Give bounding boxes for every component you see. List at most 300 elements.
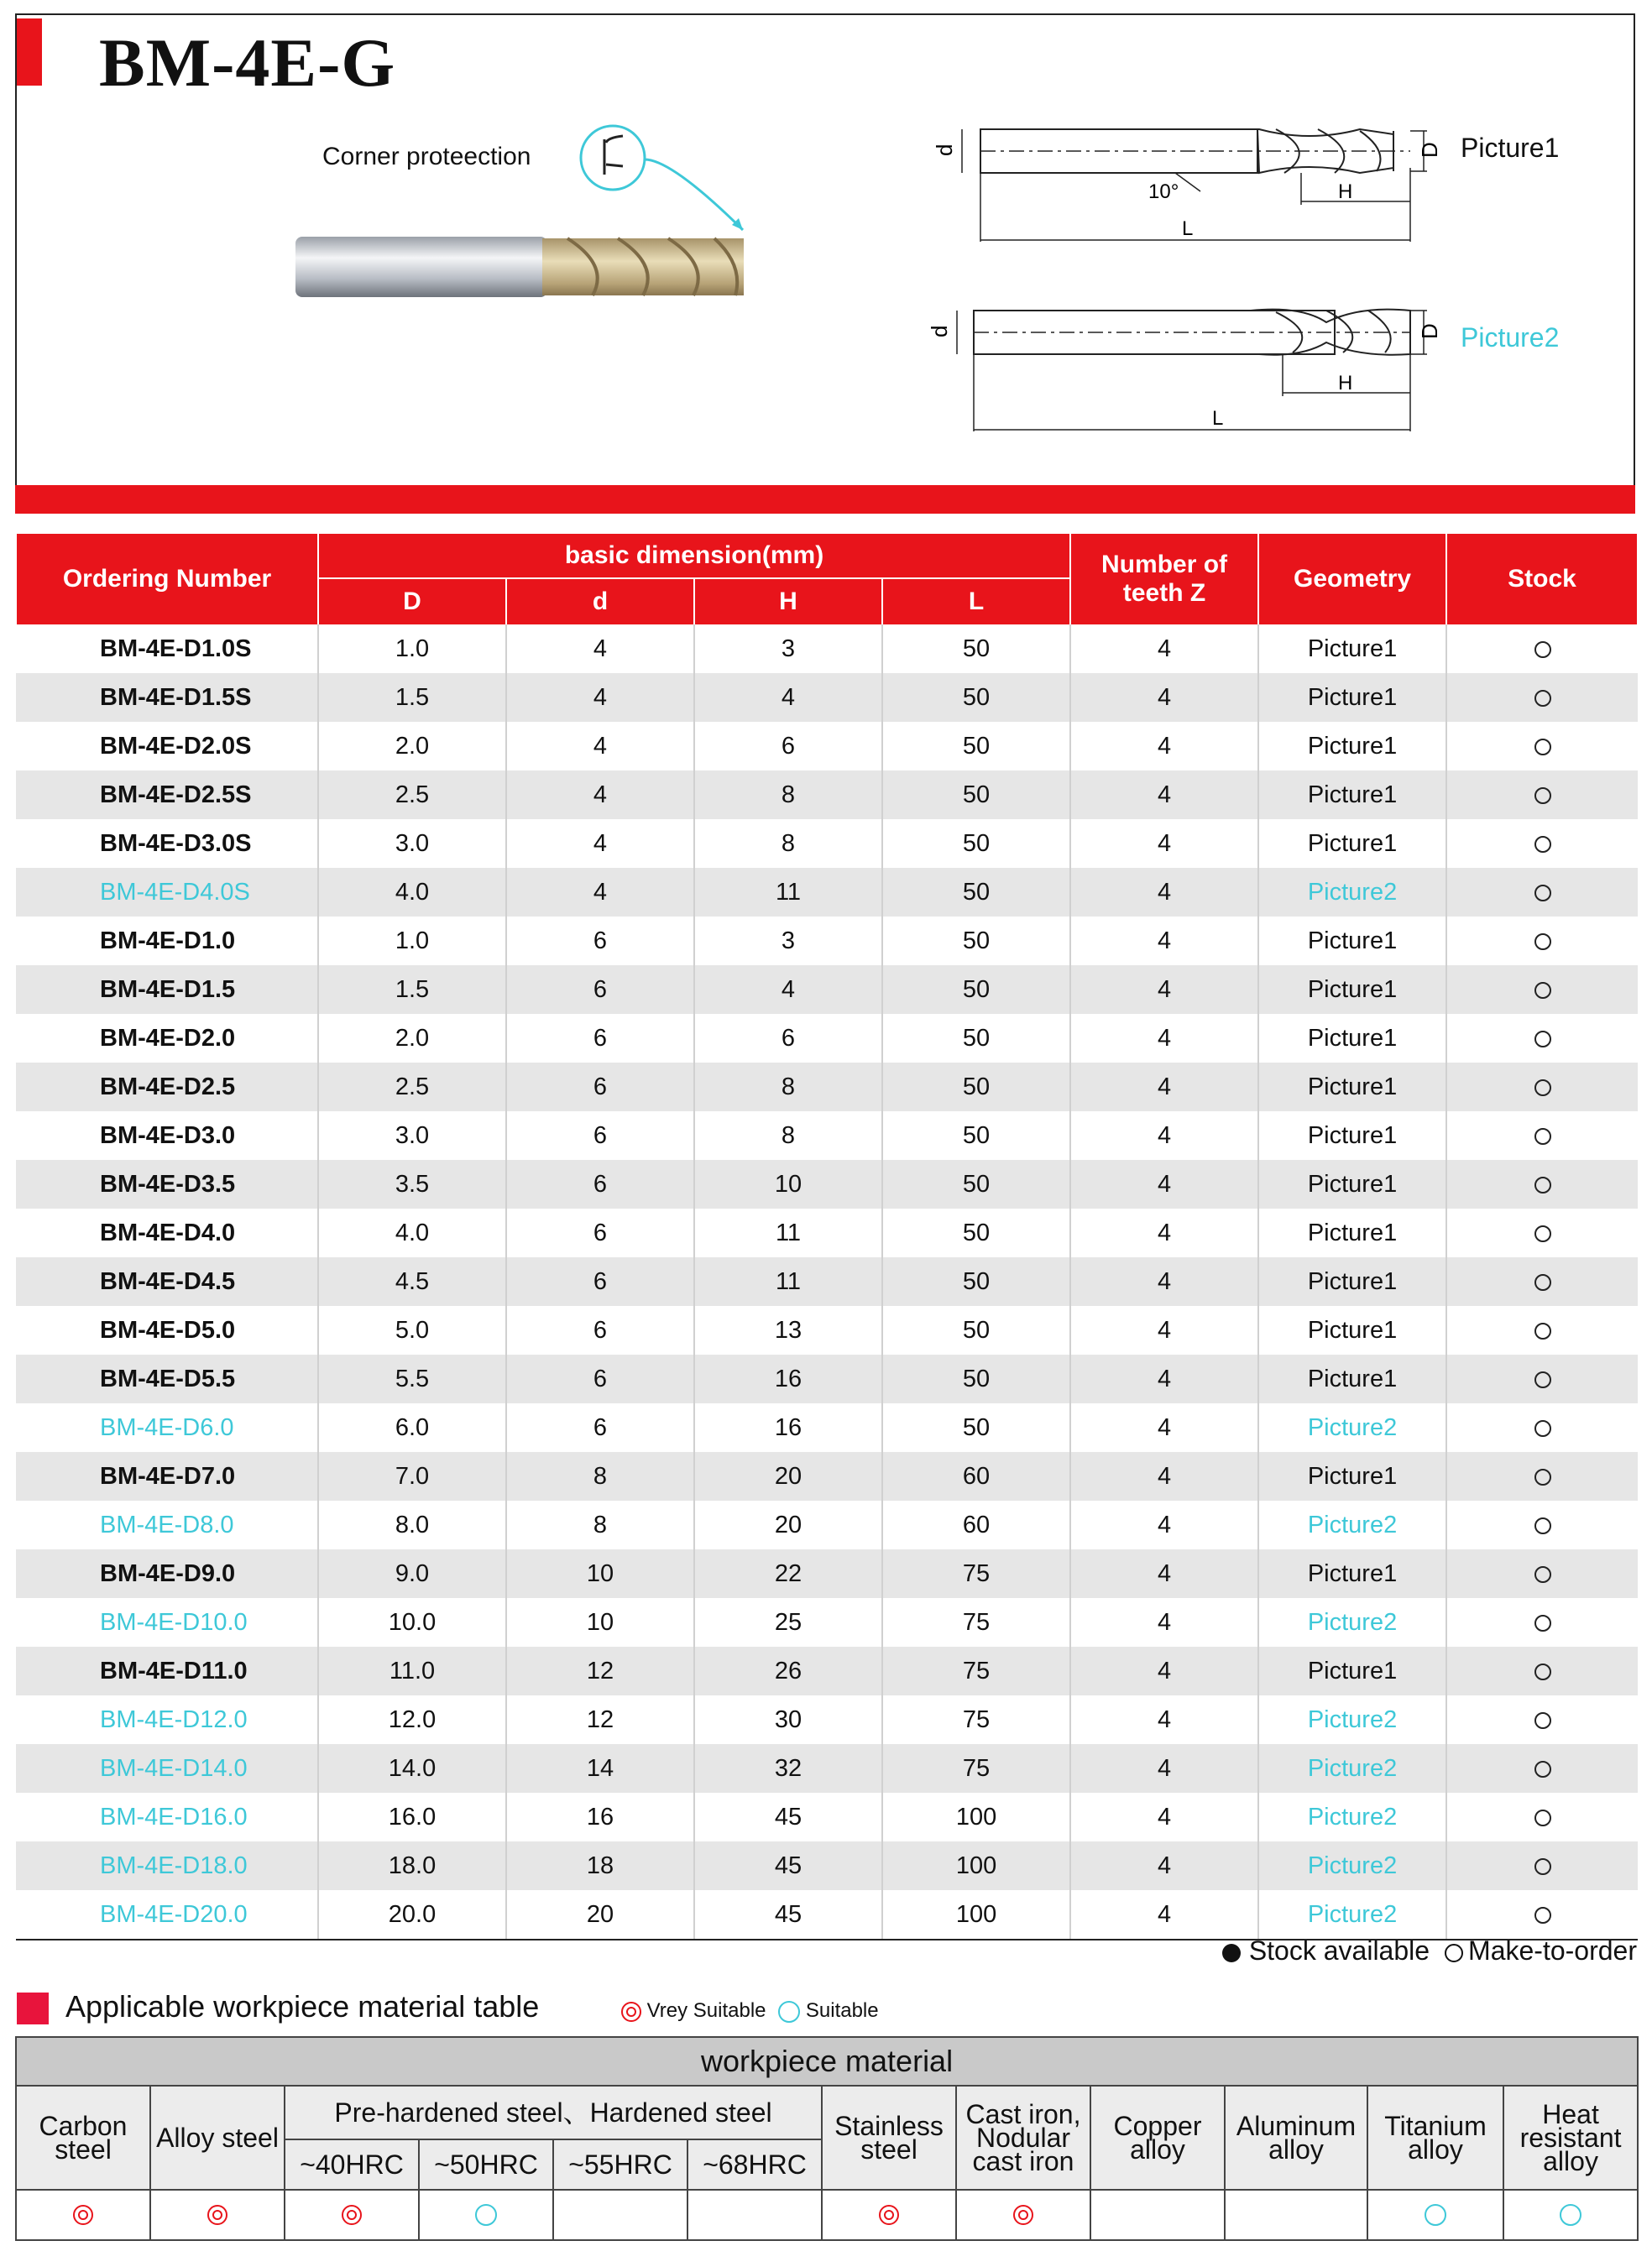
D-cell: 12.0 [318, 1695, 506, 1744]
L-cell: 75 [882, 1744, 1070, 1793]
teeth-cell: 4 [1070, 1598, 1258, 1647]
stock-cell [1446, 1695, 1638, 1744]
L-cell: 50 [882, 1306, 1070, 1355]
material-rating-cell [419, 2190, 553, 2240]
ordering-number-cell: BM-4E-D4.0S [16, 868, 318, 917]
ordering-number-cell: BM-4E-D3.0S [16, 819, 318, 868]
H-cell: 20 [694, 1452, 882, 1501]
stock-cell [1446, 624, 1638, 673]
ordering-number-cell: BM-4E-D2.5 [16, 1063, 318, 1111]
H-cell: 8 [694, 770, 882, 819]
material-titanium-alloy: Titanium alloy [1367, 2086, 1503, 2190]
very-suitable-icon [207, 2205, 227, 2225]
suitable-label: Suitable [805, 1999, 879, 2022]
stock-cell [1446, 1209, 1638, 1257]
ordering-number-cell: BM-4E-D16.0 [16, 1793, 318, 1841]
make-to-order-icon [1534, 1371, 1551, 1388]
table-row [16, 770, 1638, 819]
table-row [16, 722, 1638, 770]
make-to-order-icon [1534, 1712, 1551, 1729]
col-stock: Stock [1446, 534, 1638, 624]
very-suitable-icon [73, 2205, 93, 2225]
ordering-number-cell: BM-4E-D4.0 [16, 1209, 318, 1257]
table-row [16, 965, 1638, 1014]
teeth-cell: 4 [1070, 1841, 1258, 1890]
H-cell: 8 [694, 1063, 882, 1111]
make-to-order-icon [1534, 1858, 1551, 1875]
table-row [16, 917, 1638, 965]
L-cell: 50 [882, 868, 1070, 917]
material-rating-cell [1225, 2190, 1367, 2240]
L-cell: 60 [882, 1452, 1070, 1501]
make-to-order-icon [1534, 885, 1551, 901]
stock-cell [1446, 1793, 1638, 1841]
stock-cell [1446, 1306, 1638, 1355]
stock-cell [1446, 1549, 1638, 1598]
make-to-order-icon [1534, 1907, 1551, 1924]
teeth-cell: 4 [1070, 1793, 1258, 1841]
H-cell: 4 [694, 673, 882, 722]
teeth-cell: 4 [1070, 1209, 1258, 1257]
table-row [16, 1744, 1638, 1793]
material-table-title: Applicable workpiece material table [65, 1989, 540, 2024]
D-cell: 3.5 [318, 1160, 506, 1209]
geometry-cell: Picture1 [1258, 1063, 1446, 1111]
H-cell: 20 [694, 1501, 882, 1549]
stock-cell [1446, 1111, 1638, 1160]
teeth-cell: 4 [1070, 1111, 1258, 1160]
material-rating-cell [150, 2190, 285, 2240]
d-cell: 14 [506, 1744, 694, 1793]
product-table [15, 534, 1639, 1940]
stock-cell [1446, 1403, 1638, 1452]
D-cell: 18.0 [318, 1841, 506, 1890]
D-cell: 10.0 [318, 1598, 506, 1647]
d-cell: 4 [506, 819, 694, 868]
picture2-label: Picture2 [1461, 322, 1560, 353]
stock-cell [1446, 722, 1638, 770]
teeth-cell: 4 [1070, 1695, 1258, 1744]
picture1-D-label: D [1417, 142, 1442, 158]
make-to-order-icon [1534, 933, 1551, 950]
geometry-cell: Picture1 [1258, 1160, 1446, 1209]
d-cell: 6 [506, 1063, 694, 1111]
ordering-number-cell: BM-4E-D1.5S [16, 673, 318, 722]
suitable-icon [475, 2204, 497, 2226]
make-to-order-icon [1534, 1469, 1551, 1486]
H-cell: 8 [694, 1111, 882, 1160]
table-row [16, 1403, 1638, 1452]
d-cell: 4 [506, 770, 694, 819]
L-cell: 75 [882, 1598, 1070, 1647]
D-cell: 2.5 [318, 1063, 506, 1111]
geometry-cell: Picture1 [1258, 1549, 1446, 1598]
D-cell: 1.5 [318, 673, 506, 722]
H-cell: 4 [694, 965, 882, 1014]
geometry-cell: Picture1 [1258, 770, 1446, 819]
geometry-cell: Picture1 [1258, 1452, 1446, 1501]
material-rating-cell [687, 2190, 822, 2240]
make-to-order-icon [1534, 1128, 1551, 1145]
table-row [16, 1501, 1638, 1549]
ordering-number-cell: BM-4E-D18.0 [16, 1841, 318, 1890]
geometry-cell: Picture2 [1258, 1403, 1446, 1452]
L-cell: 50 [882, 917, 1070, 965]
d-cell: 6 [506, 1257, 694, 1306]
L-cell: 50 [882, 965, 1070, 1014]
picture2-L-label: L [1212, 407, 1224, 430]
H-cell: 26 [694, 1647, 882, 1695]
D-cell: 8.0 [318, 1501, 506, 1549]
picture2-d-label: d [927, 325, 952, 337]
table-row [16, 1793, 1638, 1841]
material-rating-cell [1503, 2190, 1638, 2240]
d-cell: 6 [506, 1306, 694, 1355]
teeth-cell: 4 [1070, 1501, 1258, 1549]
material-rating-cell [1090, 2190, 1225, 2240]
very-suitable-label: Vrey Suitable [646, 1999, 766, 2022]
D-cell: 1.0 [318, 624, 506, 673]
teeth-cell: 4 [1070, 1257, 1258, 1306]
make-to-order-icon [1534, 982, 1551, 999]
ordering-number-cell: BM-4E-D8.0 [16, 1501, 318, 1549]
make-to-order-icon [1534, 1079, 1551, 1096]
L-cell: 50 [882, 1257, 1070, 1306]
col-D: D [318, 578, 506, 624]
d-cell: 4 [506, 868, 694, 917]
H-cell: 45 [694, 1841, 882, 1890]
d-cell: 10 [506, 1549, 694, 1598]
make-to-order-icon [1534, 1225, 1551, 1242]
very-suitable-icon [621, 2002, 641, 2022]
teeth-cell: 4 [1070, 770, 1258, 819]
H-cell: 11 [694, 1257, 882, 1306]
geometry-cell: Picture2 [1258, 1501, 1446, 1549]
make-to-order-icon [1534, 1031, 1551, 1047]
make-to-order-label: Make-to-order [1468, 1935, 1637, 1966]
stock-cell [1446, 1647, 1638, 1695]
ordering-number-cell: BM-4E-D11.0 [16, 1647, 318, 1695]
L-cell: 50 [882, 673, 1070, 722]
ordering-number-cell: BM-4E-D1.5 [16, 965, 318, 1014]
ordering-number-cell: BM-4E-D10.0 [16, 1598, 318, 1647]
D-cell: 5.0 [318, 1306, 506, 1355]
geometry-cell: Picture2 [1258, 1793, 1446, 1841]
table-row [16, 1598, 1638, 1647]
very-suitable-icon [342, 2205, 362, 2225]
geometry-cell: Picture1 [1258, 1306, 1446, 1355]
material-carbon-steel: Carbon steel [16, 2086, 150, 2190]
ordering-number-cell: BM-4E-D4.5 [16, 1257, 318, 1306]
col-ordering-number: Ordering Number [16, 534, 318, 624]
geometry-cell: Picture2 [1258, 868, 1446, 917]
L-cell: 100 [882, 1793, 1070, 1841]
end-mill-photo [290, 232, 761, 304]
stock-legend [1222, 1935, 1637, 1967]
D-cell: 16.0 [318, 1793, 506, 1841]
d-cell: 6 [506, 1355, 694, 1403]
picture2-drawing [923, 302, 1461, 436]
picture2-H-label: H [1338, 372, 1353, 394]
stock-cell [1446, 1744, 1638, 1793]
D-cell: 3.0 [318, 819, 506, 868]
D-cell: 1.0 [318, 917, 506, 965]
material-rating-cell [553, 2190, 687, 2240]
H-cell: 22 [694, 1549, 882, 1598]
stock-cell [1446, 1452, 1638, 1501]
d-cell: 12 [506, 1647, 694, 1695]
H-cell: 25 [694, 1598, 882, 1647]
table-row [16, 1549, 1638, 1598]
d-cell: 10 [506, 1598, 694, 1647]
D-cell: 3.0 [318, 1111, 506, 1160]
d-cell: 8 [506, 1452, 694, 1501]
material-rating-cell [285, 2190, 419, 2240]
geometry-cell: Picture1 [1258, 1647, 1446, 1695]
teeth-cell: 4 [1070, 722, 1258, 770]
D-cell: 2.0 [318, 722, 506, 770]
stock-cell [1446, 1014, 1638, 1063]
d-cell: 4 [506, 722, 694, 770]
geometry-cell: Picture1 [1258, 1355, 1446, 1403]
suitable-icon [778, 2001, 800, 2023]
table-row [16, 1014, 1638, 1063]
product-table-body [16, 624, 1638, 1940]
D-cell: 9.0 [318, 1549, 506, 1598]
H-cell: 16 [694, 1403, 882, 1452]
H-cell: 45 [694, 1793, 882, 1841]
d-cell: 12 [506, 1695, 694, 1744]
make-to-order-icon [1534, 1615, 1551, 1632]
stock-cell [1446, 1841, 1638, 1890]
geometry-cell: Picture2 [1258, 1695, 1446, 1744]
material-rating-cell [956, 2190, 1090, 2240]
L-cell: 100 [882, 1890, 1070, 1940]
picture1-drawing [923, 118, 1461, 252]
picture1-H-label: H [1338, 180, 1353, 203]
L-cell: 50 [882, 1355, 1070, 1403]
d-cell: 20 [506, 1890, 694, 1940]
stock-cell [1446, 1063, 1638, 1111]
col-d: d [506, 578, 694, 624]
material-rating-cell [1367, 2190, 1503, 2240]
D-cell: 2.0 [318, 1014, 506, 1063]
D-cell: 1.5 [318, 965, 506, 1014]
H-cell: 6 [694, 722, 882, 770]
header-red-bar [15, 485, 1635, 514]
table-row [16, 819, 1638, 868]
teeth-cell: 4 [1070, 1160, 1258, 1209]
L-cell: 50 [882, 1403, 1070, 1452]
geometry-cell: Picture2 [1258, 1744, 1446, 1793]
table-row [16, 1306, 1638, 1355]
stock-cell [1446, 1598, 1638, 1647]
teeth-cell: 4 [1070, 1549, 1258, 1598]
ordering-number-cell: BM-4E-D9.0 [16, 1549, 318, 1598]
material-hrc-50: ~50HRC [419, 2139, 553, 2190]
d-cell: 6 [506, 1209, 694, 1257]
ordering-number-cell: BM-4E-D7.0 [16, 1452, 318, 1501]
stock-cell [1446, 917, 1638, 965]
D-cell: 7.0 [318, 1452, 506, 1501]
very-suitable-icon [879, 2205, 899, 2225]
d-cell: 4 [506, 624, 694, 673]
make-to-order-icon [1534, 1177, 1551, 1194]
table-row [16, 673, 1638, 722]
L-cell: 50 [882, 1063, 1070, 1111]
teeth-cell: 4 [1070, 673, 1258, 722]
L-cell: 50 [882, 1209, 1070, 1257]
table-row [16, 1890, 1638, 1940]
make-to-order-icon [1534, 1664, 1551, 1680]
ordering-number-cell: BM-4E-D3.0 [16, 1111, 318, 1160]
stock-cell [1446, 1890, 1638, 1940]
stock-available-label: Stock available [1248, 1935, 1430, 1966]
L-cell: 50 [882, 1014, 1070, 1063]
make-to-order-icon [1534, 1517, 1551, 1534]
ordering-number-cell: BM-4E-D2.5S [16, 770, 318, 819]
D-cell: 11.0 [318, 1647, 506, 1695]
geometry-cell: Picture1 [1258, 965, 1446, 1014]
material-table [15, 2036, 1639, 2241]
geometry-cell: Picture1 [1258, 673, 1446, 722]
d-cell: 6 [506, 917, 694, 965]
L-cell: 60 [882, 1501, 1070, 1549]
H-cell: 6 [694, 1014, 882, 1063]
table-row [16, 1695, 1638, 1744]
very-suitable-icon [1013, 2205, 1033, 2225]
geometry-cell: Picture1 [1258, 1111, 1446, 1160]
table-row [16, 1452, 1638, 1501]
D-cell: 20.0 [318, 1890, 506, 1940]
D-cell: 6.0 [318, 1403, 506, 1452]
make-to-order-icon [1534, 641, 1551, 658]
H-cell: 45 [694, 1890, 882, 1940]
H-cell: 32 [694, 1744, 882, 1793]
material-title-marker [17, 1993, 49, 2024]
stock-cell [1446, 1355, 1638, 1403]
L-cell: 50 [882, 722, 1070, 770]
D-cell: 14.0 [318, 1744, 506, 1793]
ordering-number-cell: BM-4E-D1.0S [16, 624, 318, 673]
table-row [16, 624, 1638, 673]
page-title: BM-4E-G [99, 24, 396, 101]
teeth-cell: 4 [1070, 1890, 1258, 1940]
col-H: H [694, 578, 882, 624]
D-cell: 4.0 [318, 868, 506, 917]
L-cell: 50 [882, 770, 1070, 819]
ordering-number-cell: BM-4E-D12.0 [16, 1695, 318, 1744]
H-cell: 11 [694, 1209, 882, 1257]
teeth-cell: 4 [1070, 1647, 1258, 1695]
picture1-L-label: L [1182, 217, 1194, 240]
d-cell: 6 [506, 1160, 694, 1209]
D-cell: 4.0 [318, 1209, 506, 1257]
stock-cell [1446, 1501, 1638, 1549]
d-cell: 16 [506, 1793, 694, 1841]
H-cell: 8 [694, 819, 882, 868]
d-cell: 6 [506, 965, 694, 1014]
material-heat-resistant-alloy: Heat resistant alloy [1503, 2086, 1638, 2190]
table-row [16, 1063, 1638, 1111]
L-cell: 75 [882, 1647, 1070, 1695]
teeth-cell: 4 [1070, 1452, 1258, 1501]
teeth-cell: 4 [1070, 868, 1258, 917]
ordering-number-cell: BM-4E-D1.0 [16, 917, 318, 965]
d-cell: 6 [506, 1014, 694, 1063]
suitable-icon [1560, 2204, 1581, 2226]
teeth-cell: 4 [1070, 1744, 1258, 1793]
L-cell: 50 [882, 624, 1070, 673]
material-cast-iron-nodular-cast-iron: Cast iron, Nodular cast iron [956, 2086, 1090, 2190]
make-to-order-icon [1534, 1420, 1551, 1437]
H-cell: 30 [694, 1695, 882, 1744]
teeth-cell: 4 [1070, 1063, 1258, 1111]
table-row [16, 1257, 1638, 1306]
make-to-order-icon [1534, 1566, 1551, 1583]
L-cell: 50 [882, 1160, 1070, 1209]
stock-cell [1446, 868, 1638, 917]
geometry-cell: Picture1 [1258, 624, 1446, 673]
corner-protection-label: Corner proteection [322, 143, 531, 170]
teeth-cell: 4 [1070, 1355, 1258, 1403]
table-row [16, 1160, 1638, 1209]
stock-cell [1446, 1160, 1638, 1209]
H-cell: 16 [694, 1355, 882, 1403]
stock-available-icon [1222, 1944, 1241, 1962]
D-cell: 2.5 [318, 770, 506, 819]
picture2-D-label: D [1417, 323, 1442, 339]
stock-cell [1446, 965, 1638, 1014]
geometry-cell: Picture1 [1258, 1014, 1446, 1063]
table-row [16, 1355, 1638, 1403]
workpiece-material-header: workpiece material [16, 2037, 1638, 2086]
make-to-order-icon [1534, 690, 1551, 707]
material-rating-cell [822, 2190, 956, 2240]
make-to-order-icon [1445, 1944, 1463, 1962]
make-to-order-icon [1534, 1810, 1551, 1826]
stock-cell [1446, 1257, 1638, 1306]
geometry-cell: Picture1 [1258, 722, 1446, 770]
picture1-angle-label: 10° [1148, 180, 1179, 203]
stock-cell [1446, 673, 1638, 722]
material-hrc-68: ~68HRC [687, 2139, 822, 2190]
material-hrc-55: ~55HRC [553, 2139, 687, 2190]
d-cell: 18 [506, 1841, 694, 1890]
ordering-number-cell: BM-4E-D5.0 [16, 1306, 318, 1355]
col-teeth: Number of teeth Z [1070, 534, 1258, 624]
material-stainless-steel: Stainless steel [822, 2086, 956, 2190]
material-key [621, 1999, 879, 2023]
stock-cell [1446, 819, 1638, 868]
geometry-cell: Picture1 [1258, 1209, 1446, 1257]
make-to-order-icon [1534, 739, 1551, 755]
geometry-cell: Picture2 [1258, 1598, 1446, 1647]
table-row [16, 1209, 1638, 1257]
col-L: L [882, 578, 1070, 624]
d-cell: 6 [506, 1111, 694, 1160]
suitable-icon [1425, 2204, 1446, 2226]
L-cell: 75 [882, 1695, 1070, 1744]
ordering-number-cell: BM-4E-D3.5 [16, 1160, 318, 1209]
H-cell: 3 [694, 624, 882, 673]
stock-cell [1446, 770, 1638, 819]
material-aluminum-alloy: Aluminum alloy [1225, 2086, 1367, 2190]
ordering-number-cell: BM-4E-D6.0 [16, 1403, 318, 1452]
geometry-cell: Picture2 [1258, 1841, 1446, 1890]
material-rating-cell [16, 2190, 150, 2240]
geometry-cell: Picture1 [1258, 917, 1446, 965]
